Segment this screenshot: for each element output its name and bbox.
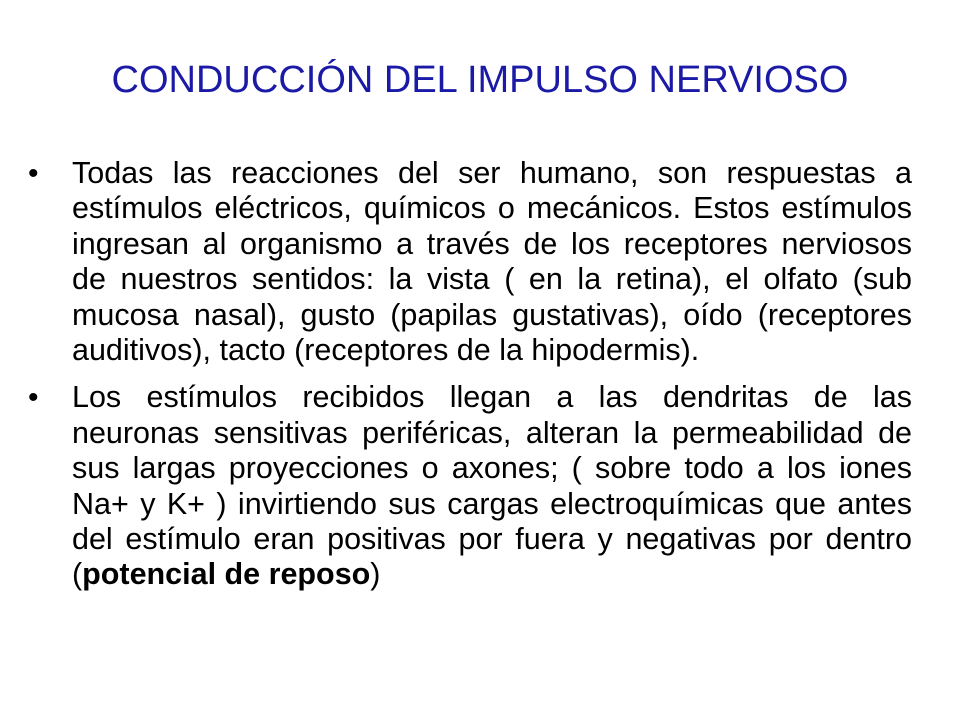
- bullet-text-1: Todas las reacciones del ser humano, son respuestas a estímulos eléctricos, químicos o mecánicos. Estos estímulos ingresan al organismo a través de los receptores nerviosos de nuestros sentidos: la vista ( en la retina), el olfato (sub mucosa nasal), gusto (papilas gustativas), oído (receptores auditivos), tacto (receptores de la hipodermis).: [72, 156, 912, 368]
- bullet-text-2-bold: potencial de reposo: [82, 557, 371, 592]
- bullet-point-icon: •: [28, 381, 39, 415]
- bullet-item-2: [0, 380, 912, 592]
- slide-title: CONDUCCIÓN DEL IMPULSO NERVIOSO: [111, 59, 849, 101]
- bullet-text-2-before: Los estímulos recibidos llegan a las dendritas de las neuronas sensitivas periféricas, alteran la permeabilidad de sus largas proyecciones o axones; ( sobre todo a los iones Na+ y K+ ) invirtiendo sus cargas electroquímicas que antes del estímulo eran positivas por fuera y negativas por dentro (: [72, 380, 912, 592]
- bullet-point-icon: •: [28, 157, 39, 190]
- bullet-text-2-after: ): [370, 557, 381, 592]
- bullet-list: [0, 156, 960, 593]
- bullet-item-1: [0, 156, 912, 368]
